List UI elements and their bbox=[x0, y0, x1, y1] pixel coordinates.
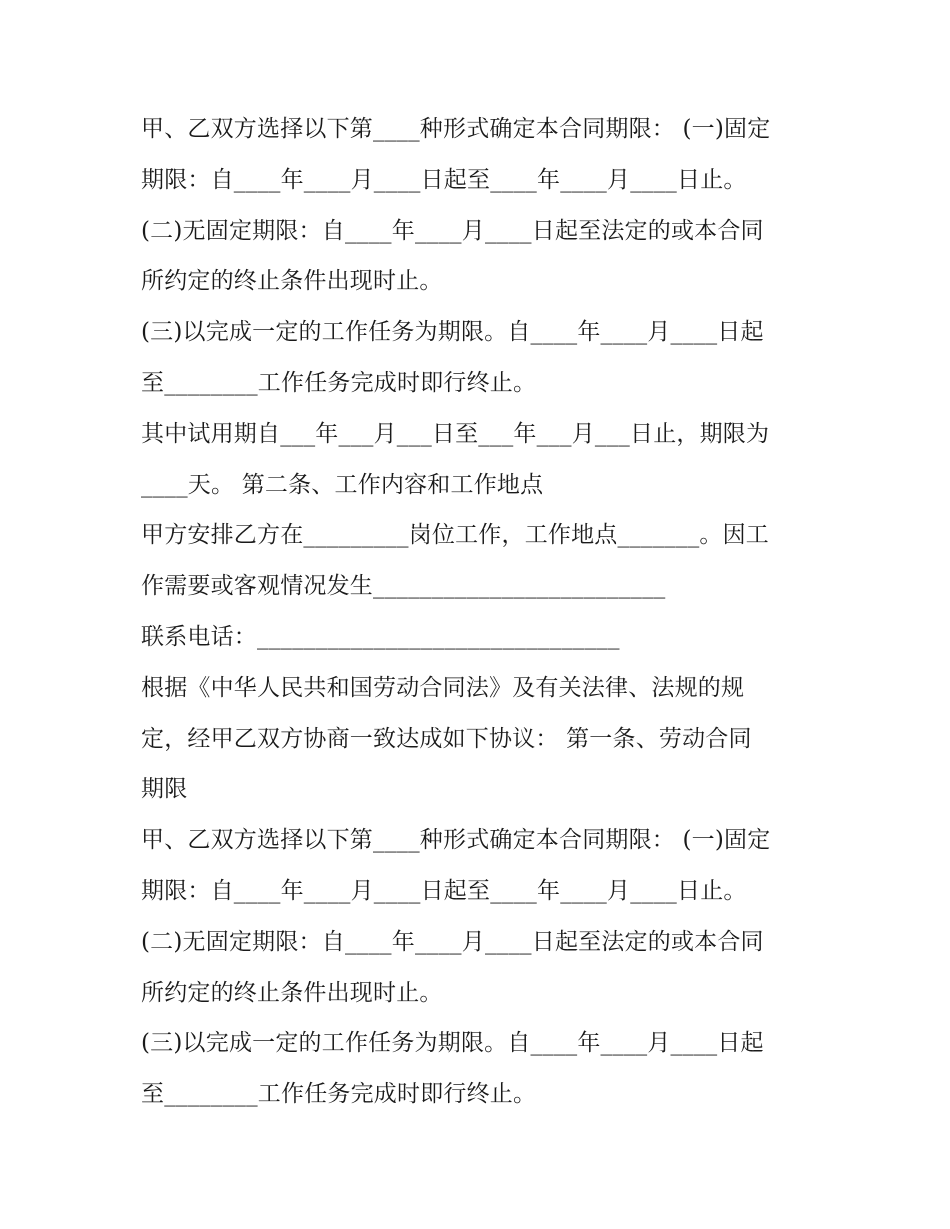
text-line: 甲方安排乙方在_________岗位工作，工作地点_______。因工 bbox=[141, 522, 769, 549]
text-line: 甲、乙双方选择以下第____种形式确定本合同期限： (一)固定 bbox=[141, 827, 771, 854]
text-line: (二)无固定期限：自____年____月____日起至法定的或本合同 bbox=[141, 217, 764, 244]
text-line: 作需要或客观情况发生_________________________ bbox=[141, 573, 666, 600]
text-line: (二)无固定期限：自____年____月____日起至法定的或本合同 bbox=[141, 928, 764, 955]
text-line: 期限 bbox=[141, 776, 188, 803]
text-line: 根据《中华人民共和国劳动合同法》及有关法律、法规的规 bbox=[141, 674, 745, 701]
text-line: 甲、乙双方选择以下第____种形式确定本合同期限： (一)固定 bbox=[141, 116, 771, 142]
text-line: 期限：自____年____月____日起至____年____月____日止。 bbox=[141, 166, 747, 193]
text-line: (三)以完成一定的工作任务为期限。自____年____月____日起 bbox=[141, 319, 764, 346]
text-line: 所约定的终止条件出现时止。 bbox=[141, 268, 443, 295]
text-line: 所约定的终止条件出现时止。 bbox=[141, 979, 443, 1006]
text-line: 期限：自____年____月____日起至____年____月____日止。 bbox=[141, 877, 747, 904]
text-line: 定，经甲乙双方协商一致达成如下协议： 第一条、劳动合同 bbox=[141, 725, 752, 752]
document-body bbox=[141, 104, 821, 1120]
text-line: (三)以完成一定的工作任务为期限。自____年____月____日起 bbox=[141, 1030, 764, 1057]
text-line: 联系电话：_______________________________ bbox=[141, 623, 620, 650]
text-line: ____天。 第二条、工作内容和工作地点 bbox=[141, 471, 544, 498]
text-line: 至________工作任务完成时即行终止。 bbox=[141, 369, 537, 396]
text-line: 至________工作任务完成时即行终止。 bbox=[141, 1081, 537, 1108]
text-line: 其中试用期自___年___月___日至___年___月___日止，期限为 bbox=[141, 420, 770, 447]
